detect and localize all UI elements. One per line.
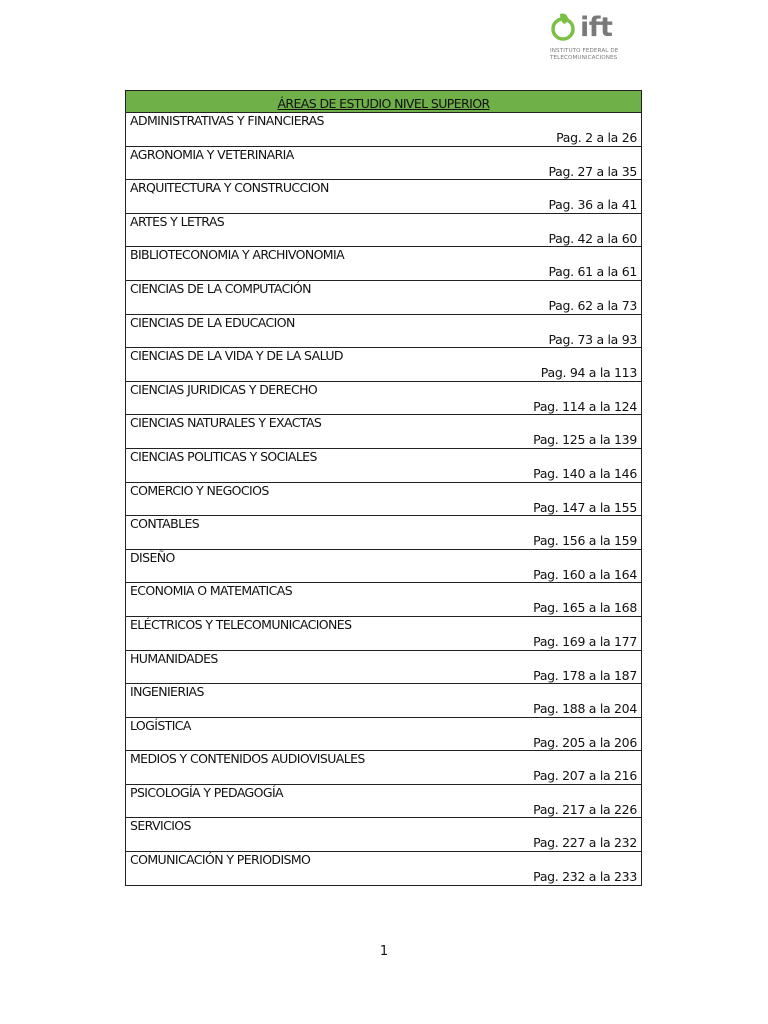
- table-row: [126, 818, 641, 852]
- area-name: CIENCIAS DE LA COMPUTACIÓN: [130, 280, 311, 296]
- area-name: INGENIERIAS: [130, 684, 204, 700]
- area-name: CONTABLES: [130, 516, 200, 532]
- area-name: CIENCIAS JURIDICAS Y DERECHO: [130, 381, 318, 397]
- table-row: [126, 651, 641, 685]
- area-name: COMERCIO Y NEGOCIOS: [130, 482, 269, 498]
- table-row: [126, 684, 641, 718]
- area-name: DISEÑO: [130, 549, 175, 565]
- page-number: 1: [379, 944, 389, 959]
- page-range: Pag. 156 a la 159: [533, 533, 637, 549]
- table-row: [126, 247, 641, 281]
- area-name: BIBLIOTECONOMIA Y ARCHIVONOMIA: [130, 247, 345, 263]
- area-name: MEDIOS Y CONTENIDOS AUDIOVISUALES: [130, 751, 365, 767]
- logo-subtitle: [550, 48, 630, 62]
- area-name: ARTES Y LETRAS: [130, 213, 225, 229]
- page-range: Pag. 205 a la 206: [533, 734, 637, 750]
- table-row: [126, 281, 641, 315]
- table-row: [126, 113, 641, 147]
- table-row: [126, 315, 641, 349]
- table-row: [126, 751, 641, 785]
- logo-wordmark: ift: [580, 12, 613, 43]
- table-row: [126, 483, 641, 517]
- area-name: LOGÍSTICA: [130, 717, 191, 733]
- table-row: [126, 785, 641, 819]
- page-range: Pag. 94 a la 113: [540, 365, 637, 381]
- page-range: Pag. 125 a la 139: [533, 432, 637, 448]
- table-row: [126, 516, 641, 550]
- page-range: Pag. 73 a la 93: [548, 331, 637, 347]
- logo-subtitle-line-1: INSTITUTO FEDERAL DE: [550, 48, 619, 54]
- table-title: ÁREAS DE ESTUDIO NIVEL SUPERIOR: [126, 91, 641, 113]
- ift-logo-mark-icon: [550, 10, 578, 42]
- table-row: [126, 718, 641, 752]
- study-areas-table: [125, 90, 642, 886]
- page-range: Pag. 188 a la 204: [533, 701, 637, 717]
- area-name: CIENCIAS POLITICAS Y SOCIALES: [130, 448, 317, 464]
- area-name: ARQUITECTURA Y CONSTRUCCION: [130, 180, 329, 196]
- page-range: Pag. 227 a la 232: [533, 835, 637, 851]
- table-row: [126, 583, 641, 617]
- table-row: [126, 617, 641, 651]
- page-range: Pag. 207 a la 216: [533, 768, 637, 784]
- table-row: [126, 415, 641, 449]
- area-name: HUMANIDADES: [130, 650, 218, 666]
- area-name: CIENCIAS DE LA EDUCACION: [130, 314, 295, 330]
- page-range: Pag. 165 a la 168: [533, 600, 637, 616]
- page-range: Pag. 36 a la 41: [548, 197, 637, 213]
- area-name: ELÉCTRICOS Y TELECOMUNICACIONES: [130, 616, 352, 632]
- table-row: [126, 449, 641, 483]
- table-rows: [126, 113, 641, 885]
- page-range: Pag. 2 a la 26: [556, 130, 637, 145]
- table-row: [126, 214, 641, 248]
- page-range: Pag. 147 a la 155: [533, 499, 637, 515]
- page-range: Pag. 140 a la 146: [533, 465, 637, 481]
- area-name: COMUNICACIÓN Y PERIODISMO: [130, 852, 311, 868]
- page-range: Pag. 232 a la 233: [533, 869, 637, 885]
- page-range: Pag. 42 a la 60: [548, 230, 637, 246]
- area-name: AGRONOMIA Y VETERINARIA: [130, 146, 294, 162]
- page-range: Pag. 61 a la 61: [548, 264, 637, 280]
- page-range: Pag. 178 a la 187: [533, 667, 637, 683]
- page-range: Pag. 160 a la 164: [533, 566, 637, 582]
- area-name: PSICOLOGÍA Y PEDAGOGÍA: [130, 784, 284, 800]
- page-range: Pag. 169 a la 177: [533, 633, 637, 649]
- table-row: [126, 147, 641, 181]
- area-name: CIENCIAS DE LA VIDA Y DE LA SALUD: [130, 348, 343, 364]
- area-name: SERVICIOS: [130, 818, 191, 834]
- page-range: Pag. 27 a la 35: [548, 163, 637, 179]
- table-row: [126, 852, 641, 885]
- page-range: Pag. 217 a la 226: [533, 801, 637, 817]
- area-name: ECONOMIA O MATEMATICAS: [130, 583, 293, 599]
- table-row: [126, 550, 641, 584]
- page-range: Pag. 114 a la 124: [533, 398, 637, 414]
- area-name: ADMINISTRATIVAS Y FINANCIERAS: [130, 113, 324, 128]
- ift-logo: [546, 8, 626, 66]
- table-row: [126, 180, 641, 214]
- area-name: CIENCIAS NATURALES Y EXACTAS: [130, 415, 322, 431]
- table-row: [126, 382, 641, 416]
- logo-subtitle-line-2: TELECOMUNICACIONES: [550, 55, 618, 61]
- page-range: Pag. 62 a la 73: [548, 297, 637, 313]
- table-row: [126, 348, 641, 382]
